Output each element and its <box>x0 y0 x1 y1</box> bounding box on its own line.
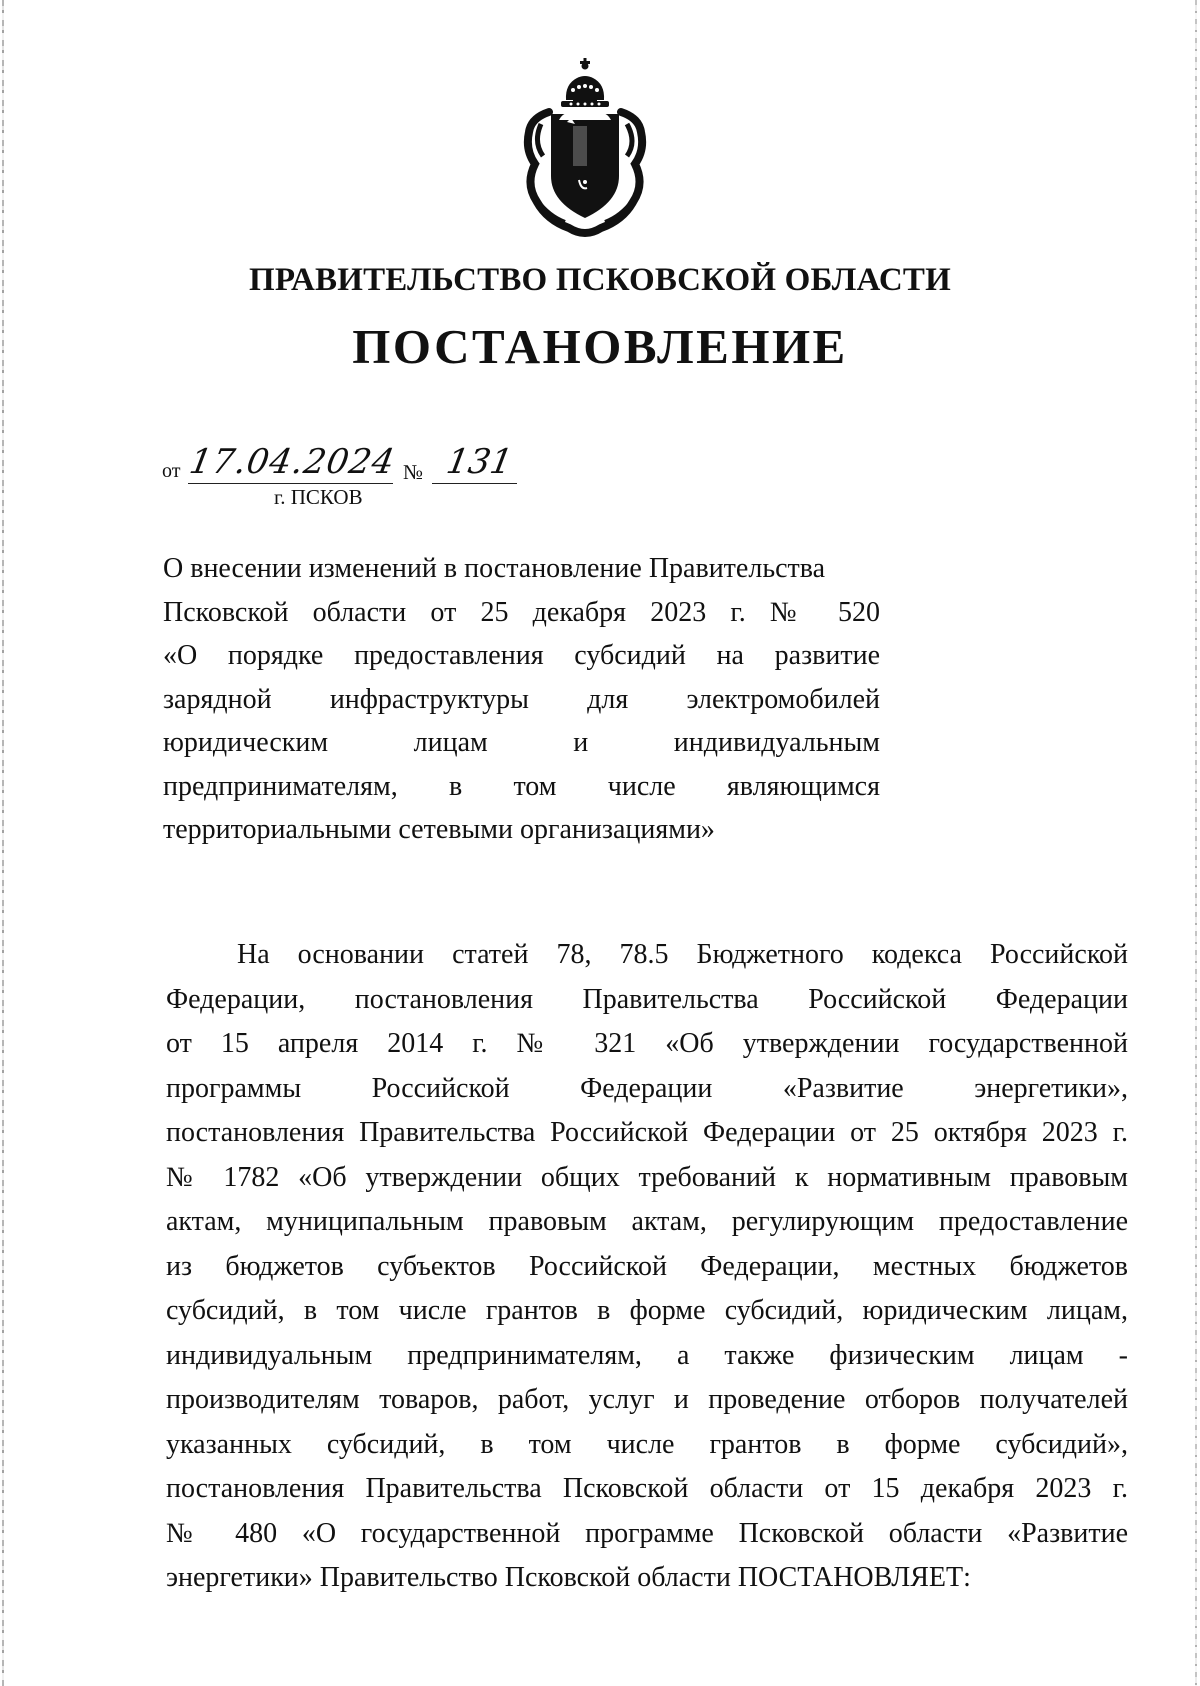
subject-line: предпринимателям, в том числе являющимся <box>163 770 880 802</box>
pskov-coat-of-arms-icon <box>521 52 649 239</box>
organization-title: ПРАВИТЕЛЬСТВО ПСКОВСКОЙ ОБЛАСТИ <box>248 262 952 298</box>
body-line: из бюджетов субъектов Российской Федерации, местных бюджетов <box>166 1250 1128 1282</box>
body-line: указанных субсидий, в том числе грантов в форме субсидий», <box>166 1428 1128 1460</box>
document-subject <box>163 547 880 852</box>
body-line: На основании статей 78, 78.5 Бюджетного кодекса Российской <box>237 939 1128 970</box>
handwritten-number: 131 <box>443 442 516 482</box>
scan-edge-left <box>2 0 4 1686</box>
body-line: постановления Правительства Российской Федерации от 25 октября 2023 г. <box>166 1117 1128 1148</box>
number-underline <box>432 483 517 484</box>
body-line: № 1782 «Об утверждении общих требований к нормативным правовым <box>166 1161 1128 1193</box>
city-name: г. ПСКОВ <box>274 485 363 509</box>
subject-line: юридическим лицам и индивидуальным <box>163 727 880 758</box>
body-line: № 480 «О государственной программе Псковской области «Развитие <box>166 1517 1128 1549</box>
date-prefix: от <box>162 460 181 482</box>
body-line: индивидуальным предпринимателям, а также физическим лицам - <box>166 1339 1128 1371</box>
subject-line: Псковской области от 25 декабря 2023 г. № 520 <box>163 596 880 628</box>
subject-line: О внесении изменений в постановление Правительства <box>163 553 826 584</box>
body-line: производителям товаров, работ, услуг и проведение отборов получателей <box>166 1384 1128 1415</box>
body-line: программы Российской Федерации «Развитие энергетики», <box>166 1072 1128 1104</box>
document-type: ПОСТАНОВЛЕНИЕ <box>352 319 848 374</box>
subject-line: территориальными сетевыми организациями» <box>163 814 715 845</box>
document-body <box>166 933 1128 1601</box>
body-line: от 15 апреля 2014 г. № 321 «Об утверждении государственной <box>166 1028 1128 1059</box>
body-line: Федерации, постановления Правительства Российской Федерации <box>166 983 1128 1015</box>
number-prefix: № <box>403 460 424 484</box>
body-line: энергетики» Правительство Псковской области ПОСТАНОВЛЯЕТ: <box>166 1562 971 1593</box>
subject-line: «О порядке предоставления субсидий на развитие <box>163 640 880 671</box>
subject-line: зарядной инфраструктуры для электромобилей <box>163 683 880 715</box>
handwritten-date: 17.04.2024 <box>186 442 399 482</box>
body-line: субсидий, в том числе грантов в форме субсидий, юридическим лицам, <box>166 1295 1128 1326</box>
body-line: постановления Правительства Псковской области от 15 декабря 2023 г. <box>166 1473 1128 1504</box>
date-underline <box>188 483 393 484</box>
scan-edge-right <box>1195 0 1197 1686</box>
body-line: актам, муниципальным правовым актам, регулирующим предоставление <box>166 1206 1128 1237</box>
